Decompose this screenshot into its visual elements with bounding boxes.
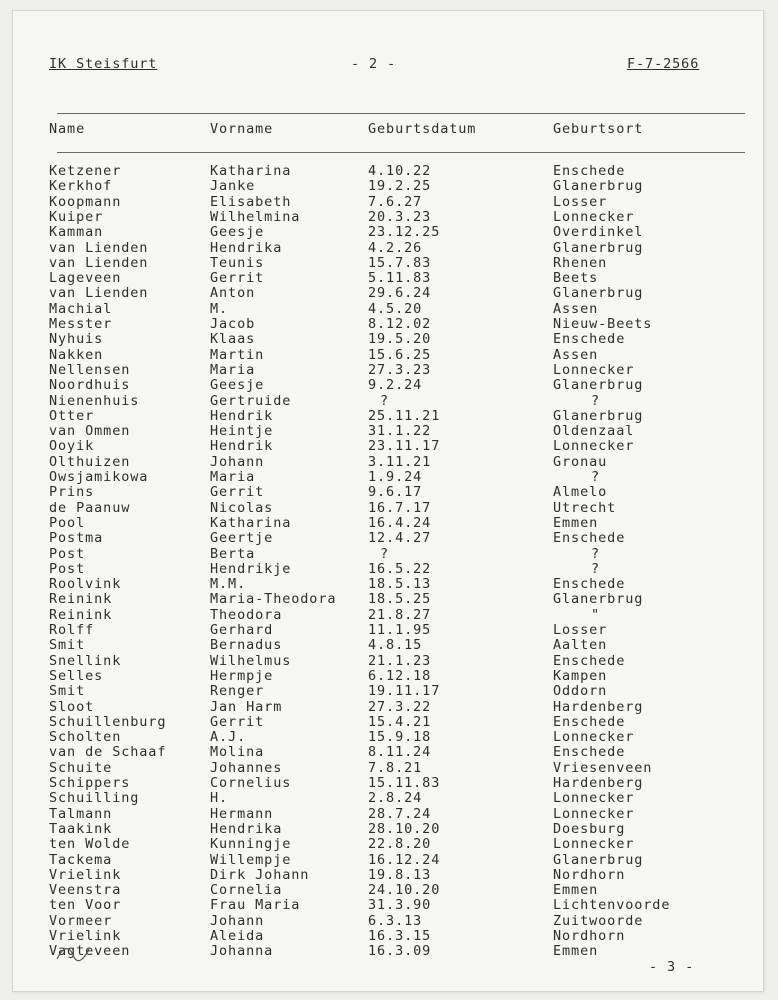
table-row — [13, 408, 763, 424]
cell-vorname: Hendrika — [210, 239, 283, 256]
cell-geburtsdatum: 15.6.25 — [368, 346, 432, 363]
cell-vorname: Wilhelmus — [210, 652, 292, 669]
cell-name: Smit — [49, 637, 86, 654]
table-row — [13, 806, 763, 822]
cell-name: Sloot — [49, 698, 95, 715]
cell-geburtsort: Almelo — [553, 484, 608, 501]
table-row — [13, 515, 763, 531]
cell-geburtsdatum: 5.11.83 — [368, 270, 432, 287]
cell-name: Prins — [49, 484, 95, 501]
table-row — [13, 546, 763, 562]
cell-geburtsort: Vriesenveen — [553, 759, 653, 776]
table-row — [13, 683, 763, 699]
cell-geburtsort: Enschede — [553, 652, 626, 669]
cell-geburtsort: Oldenzaal — [553, 423, 635, 440]
table-row — [13, 699, 763, 715]
cell-name: Schuite — [49, 759, 113, 776]
cell-name: Ketzener — [49, 163, 122, 179]
cell-geburtsort: Hardenberg — [553, 698, 644, 715]
cell-name: Owsjamikowa — [49, 469, 149, 485]
cell-geburtsdatum: 16.3.09 — [368, 943, 432, 960]
cell-geburtsdatum: ? — [380, 392, 390, 409]
cell-name: Selles — [49, 667, 104, 684]
cell-vorname: Cornelius — [210, 775, 292, 791]
cell-geburtsdatum: 3.11.21 — [368, 453, 432, 470]
table-row — [13, 209, 763, 225]
cell-geburtsort: Nordhorn — [553, 866, 626, 883]
column-header-geburtsdatum: Geburtsdatum — [368, 121, 477, 137]
cell-name: Vrielink — [49, 928, 122, 944]
cell-name: Taakink — [49, 820, 113, 837]
cell-geburtsort: ? — [591, 392, 601, 409]
cell-geburtsort: Emmen — [553, 882, 599, 899]
table-row — [13, 285, 763, 301]
cell-geburtsort: Hardenberg — [553, 775, 644, 791]
cell-vorname: Gerrit — [210, 713, 265, 730]
cell-geburtsdatum: 15.7.83 — [368, 254, 432, 271]
table-row — [13, 423, 763, 439]
cell-vorname: Jacob — [210, 316, 256, 332]
cell-name: van Lienden — [49, 239, 149, 256]
cell-vorname: Kunningje — [210, 836, 292, 853]
cell-geburtsort: Nieuw-Beets — [553, 316, 653, 332]
cell-vorname: Hendrika — [210, 820, 283, 837]
table-row — [13, 729, 763, 745]
cell-vorname: Hendrikje — [210, 560, 292, 577]
table-row — [13, 438, 763, 454]
cell-name: Schuilling — [49, 790, 140, 807]
cell-geburtsort: Losser — [553, 193, 608, 210]
cell-vorname: M.M. — [210, 576, 247, 593]
table-row — [13, 591, 763, 607]
cell-geburtsort: Assen — [553, 346, 599, 363]
cell-geburtsort: Losser — [553, 622, 608, 638]
cell-geburtsort: Glanerbrug — [553, 591, 644, 608]
cell-geburtsdatum: 19.11.17 — [368, 683, 441, 700]
cell-name: Koopmann — [49, 193, 122, 210]
table-row — [13, 178, 763, 194]
cell-geburtsdatum: 25.11.21 — [368, 407, 441, 424]
cell-name: Vormeer — [49, 912, 113, 929]
table-row — [13, 790, 763, 806]
table-row — [13, 943, 763, 959]
cell-name: Post — [49, 545, 86, 562]
table-row — [13, 362, 763, 378]
column-rule — [57, 152, 745, 153]
cell-vorname: Renger — [210, 683, 265, 700]
cell-geburtsdatum: 31.1.22 — [368, 423, 432, 440]
header-rule — [57, 113, 745, 114]
cell-geburtsdatum: 16.4.24 — [368, 514, 432, 531]
cell-geburtsdatum: 19.8.13 — [368, 866, 432, 883]
cell-vorname: Hermpje — [210, 667, 274, 684]
cell-geburtsdatum: 9.6.17 — [368, 484, 423, 501]
table-row — [13, 852, 763, 868]
table-row — [13, 744, 763, 760]
cell-geburtsort: Enschede — [553, 713, 626, 730]
cell-geburtsdatum: 24.10.20 — [368, 882, 441, 899]
cell-vorname: Johanna — [210, 943, 274, 960]
cell-geburtsort: Emmen — [553, 514, 599, 531]
table-row — [13, 913, 763, 929]
cell-vorname: Gerrit — [210, 270, 265, 287]
cell-vorname: Cornelia — [210, 882, 283, 899]
cell-geburtsort: Lonnecker — [553, 805, 635, 822]
document-page — [12, 10, 764, 992]
cell-name: Ooyik — [49, 438, 95, 455]
table-row — [13, 653, 763, 669]
cell-name: Nellensen — [49, 361, 131, 378]
cell-vorname: Heintje — [210, 423, 274, 440]
cell-geburtsort: " — [591, 606, 601, 623]
cell-vorname: Anton — [210, 285, 256, 302]
page-number: - 2 - — [351, 56, 397, 72]
cell-geburtsdatum: 21.8.27 — [368, 606, 432, 623]
cell-geburtsort: ? — [591, 545, 601, 562]
cell-geburtsort: Beets — [553, 270, 599, 287]
cell-name: van Lienden — [49, 254, 149, 271]
table-row — [13, 484, 763, 500]
cell-name: Smit — [49, 683, 86, 700]
cell-geburtsdatum: 27.3.23 — [368, 361, 432, 378]
cell-geburtsort: Glanerbrug — [553, 377, 644, 394]
cell-geburtsdatum: 31.3.90 — [368, 897, 432, 914]
cell-vorname: Klaas — [210, 331, 256, 348]
cell-geburtsort: Overdinkel — [553, 224, 644, 241]
cell-geburtsort: Lonnecker — [553, 438, 635, 455]
table-row — [13, 928, 763, 944]
cell-geburtsdatum: 15.4.21 — [368, 713, 432, 730]
cell-vorname: Dirk Johann — [210, 866, 310, 883]
table-row — [13, 530, 763, 546]
cell-name: Schuillenburg — [49, 713, 167, 730]
cell-vorname: Katharina — [210, 514, 292, 531]
cell-geburtsdatum: 19.5.20 — [368, 331, 432, 348]
cell-geburtsdatum: 8.12.02 — [368, 316, 432, 332]
cell-geburtsdatum: 15.11.83 — [368, 775, 441, 791]
cell-name: Kuiper — [49, 208, 104, 225]
cell-geburtsdatum: 9.2.24 — [368, 377, 423, 394]
cell-geburtsort: Enschede — [553, 744, 626, 761]
cell-name: Kamman — [49, 224, 104, 241]
cell-name: Roolvink — [49, 576, 122, 593]
cell-name: Post — [49, 560, 86, 577]
cell-vorname: Gerhard — [210, 622, 274, 638]
cell-geburtsdatum: 16.12.24 — [368, 851, 441, 868]
cell-name: Reinink — [49, 591, 113, 608]
cell-geburtsdatum: 27.3.22 — [368, 698, 432, 715]
cell-vorname: Nicolas — [210, 499, 274, 516]
cell-geburtsort: Glanerbrug — [553, 407, 644, 424]
cell-geburtsdatum: 28.10.20 — [368, 820, 441, 837]
cell-name: Snellink — [49, 652, 122, 669]
cell-geburtsort: Emmen — [553, 943, 599, 960]
cell-vorname: Gertruide — [210, 392, 292, 409]
cell-name: Reinink — [49, 606, 113, 623]
cell-vorname: Janke — [210, 178, 256, 195]
cell-vorname: Gerrit — [210, 484, 265, 501]
table-row — [13, 331, 763, 347]
cell-geburtsdatum: 4.2.26 — [368, 239, 423, 256]
cell-geburtsort: Lonnecker — [553, 729, 635, 746]
cell-name: Tackema — [49, 851, 113, 868]
table-row — [13, 775, 763, 791]
cell-vorname: Willempje — [210, 851, 292, 868]
cell-vorname: Molina — [210, 744, 265, 761]
cell-geburtsort: Kampen — [553, 667, 608, 684]
table-row — [13, 240, 763, 256]
cell-name: Nakken — [49, 346, 104, 363]
cell-name: Olthuizen — [49, 453, 131, 470]
cell-geburtsdatum: 15.9.18 — [368, 729, 432, 746]
cell-vorname: H. — [210, 790, 229, 807]
cell-vorname: Aleida — [210, 928, 265, 944]
cell-geburtsdatum: 7.6.27 — [368, 193, 423, 210]
cell-name: Vagteveen — [49, 943, 131, 960]
table-row — [13, 377, 763, 393]
table-row — [13, 224, 763, 240]
cell-geburtsdatum: 7.8.21 — [368, 759, 423, 776]
cell-name: Messter — [49, 316, 113, 332]
cell-vorname: Martin — [210, 346, 265, 363]
column-header-vorname: Vorname — [210, 121, 274, 137]
cell-geburtsort: Lichtenvoorde — [553, 897, 671, 914]
cell-name: Rolff — [49, 622, 95, 638]
cell-vorname: Berta — [210, 545, 256, 562]
cell-vorname: Hermann — [210, 805, 274, 822]
cell-name: Otter — [49, 407, 95, 424]
cell-vorname: Wilhelmina — [210, 208, 301, 225]
cell-geburtsort: Enschede — [553, 331, 626, 348]
cell-geburtsort: Glanerbrug — [553, 285, 644, 302]
cell-geburtsdatum: 8.11.24 — [368, 744, 432, 761]
cell-geburtsort: Gronau — [553, 453, 608, 470]
cell-vorname: M. — [210, 300, 229, 317]
cell-vorname: Theodora — [210, 606, 283, 623]
column-header-geburtsort: Geburtsort — [553, 121, 644, 137]
cell-name: Veenstra — [49, 882, 122, 899]
cell-geburtsdatum: 4.8.15 — [368, 637, 423, 654]
cell-vorname: Johannes — [210, 759, 283, 776]
table-row — [13, 347, 763, 363]
cell-geburtsdatum: 16.3.15 — [368, 928, 432, 944]
cell-geburtsdatum: 22.8.20 — [368, 836, 432, 853]
cell-name: ten Voor — [49, 897, 122, 914]
table-row — [13, 637, 763, 653]
cell-vorname: Geertje — [210, 530, 274, 547]
table-row — [13, 469, 763, 485]
cell-geburtsdatum: 28.7.24 — [368, 805, 432, 822]
table-row — [13, 454, 763, 470]
cell-geburtsort: Aalten — [553, 637, 608, 654]
cell-name: Postma — [49, 530, 104, 547]
cell-geburtsort: ? — [591, 469, 601, 485]
cell-geburtsort: Nordhorn — [553, 928, 626, 944]
table-row — [13, 163, 763, 179]
cell-name: Schippers — [49, 775, 131, 791]
cell-name: ten Wolde — [49, 836, 131, 853]
cell-vorname: Bernadus — [210, 637, 283, 654]
cell-vorname: Katharina — [210, 163, 292, 179]
cell-geburtsort: Rhenen — [553, 254, 608, 271]
cell-geburtsdatum: 23.11.17 — [368, 438, 441, 455]
table-row — [13, 194, 763, 210]
cell-geburtsdatum: 29.6.24 — [368, 285, 432, 302]
cell-name: Talmann — [49, 805, 113, 822]
cell-geburtsort: Utrecht — [553, 499, 617, 516]
cell-geburtsdatum: 21.1.23 — [368, 652, 432, 669]
cell-geburtsdatum: 6.12.18 — [368, 667, 432, 684]
cell-geburtsort: Enschede — [553, 163, 626, 179]
cell-geburtsort: Zuitwoorde — [553, 912, 644, 929]
cell-name: Vrielink — [49, 866, 122, 883]
cell-name: van Ommen — [49, 423, 131, 440]
cell-vorname: Maria — [210, 469, 256, 485]
cell-geburtsort: Glanerbrug — [553, 178, 644, 195]
cell-vorname: Jan Harm — [210, 698, 283, 715]
table-row — [13, 500, 763, 516]
table-row — [13, 760, 763, 776]
cell-geburtsdatum: 23.12.25 — [368, 224, 441, 241]
table-row — [13, 561, 763, 577]
table-row — [13, 897, 763, 913]
cell-geburtsort: Glanerbrug — [553, 239, 644, 256]
cell-vorname: Hendrik — [210, 407, 274, 424]
cell-vorname: Maria — [210, 361, 256, 378]
cell-vorname: Johann — [210, 912, 265, 929]
office-title: IK Steisfurt — [49, 56, 158, 72]
cell-geburtsort: Enschede — [553, 576, 626, 593]
cell-name: Kerkhof — [49, 178, 113, 195]
table-row — [13, 576, 763, 592]
cell-geburtsdatum: 6.3.13 — [368, 912, 423, 929]
handwritten-mark-icon — [53, 941, 93, 965]
cell-name: Pool — [49, 514, 86, 531]
cell-name: Scholten — [49, 729, 122, 746]
cell-name: Nyhuis — [49, 331, 104, 348]
cell-geburtsort: Lonnecker — [553, 208, 635, 225]
cell-vorname: Johann — [210, 453, 265, 470]
file-reference: F-7-2566 — [627, 56, 700, 72]
table-row — [13, 836, 763, 852]
table-row — [13, 622, 763, 638]
table-row — [13, 668, 763, 684]
cell-geburtsort: Oddorn — [553, 683, 608, 700]
cell-name: de Paanuw — [49, 499, 131, 516]
cell-geburtsdatum: 4.10.22 — [368, 163, 432, 179]
cell-geburtsdatum: ? — [380, 545, 390, 562]
cell-geburtsdatum: 12.4.27 — [368, 530, 432, 547]
cell-geburtsort: Lonnecker — [553, 361, 635, 378]
table-row — [13, 821, 763, 837]
cell-vorname: Hendrik — [210, 438, 274, 455]
column-header-name: Name — [49, 121, 86, 137]
cell-geburtsdatum: 11.1.95 — [368, 622, 432, 638]
cell-geburtsdatum: 16.5.22 — [368, 560, 432, 577]
cell-geburtsdatum: 4.5.20 — [368, 300, 423, 317]
cell-name: van de Schaaf — [49, 744, 167, 761]
table-row — [13, 393, 763, 409]
table-row — [13, 882, 763, 898]
cell-name: van Lienden — [49, 285, 149, 302]
cell-geburtsdatum: 20.3.23 — [368, 208, 432, 225]
cell-name: Machial — [49, 300, 113, 317]
cell-geburtsort: Glanerbrug — [553, 851, 644, 868]
cell-vorname: Elisabeth — [210, 193, 292, 210]
cell-geburtsdatum: 2.8.24 — [368, 790, 423, 807]
table-row — [13, 714, 763, 730]
cell-name: Lageveen — [49, 270, 122, 287]
cell-vorname: Maria-Theodora — [210, 591, 337, 608]
cell-name: Nienenhuis — [49, 392, 140, 409]
cell-geburtsdatum: 18.5.13 — [368, 576, 432, 593]
table-row — [13, 270, 763, 286]
cell-geburtsort: Doesburg — [553, 820, 626, 837]
table-row — [13, 255, 763, 271]
cell-geburtsort: Lonnecker — [553, 836, 635, 853]
cell-geburtsdatum: 16.7.17 — [368, 499, 432, 516]
cell-vorname: Frau Maria — [210, 897, 301, 914]
cell-vorname: Geesje — [210, 224, 265, 241]
table-row — [13, 607, 763, 623]
table-row — [13, 316, 763, 332]
cell-vorname: Teunis — [210, 254, 265, 271]
cell-geburtsort: ? — [591, 560, 601, 577]
cell-geburtsort: Assen — [553, 300, 599, 317]
next-page-number: - 3 - — [649, 959, 695, 975]
cell-geburtsort: Lonnecker — [553, 790, 635, 807]
cell-geburtsdatum: 19.2.25 — [368, 178, 432, 195]
cell-name: Noordhuis — [49, 377, 131, 394]
table-row — [13, 867, 763, 883]
table-row — [13, 301, 763, 317]
cell-vorname: A.J. — [210, 729, 247, 746]
cell-geburtsdatum: 1.9.24 — [368, 469, 423, 485]
cell-geburtsdatum: 18.5.25 — [368, 591, 432, 608]
cell-vorname: Geesje — [210, 377, 265, 394]
cell-geburtsort: Enschede — [553, 530, 626, 547]
